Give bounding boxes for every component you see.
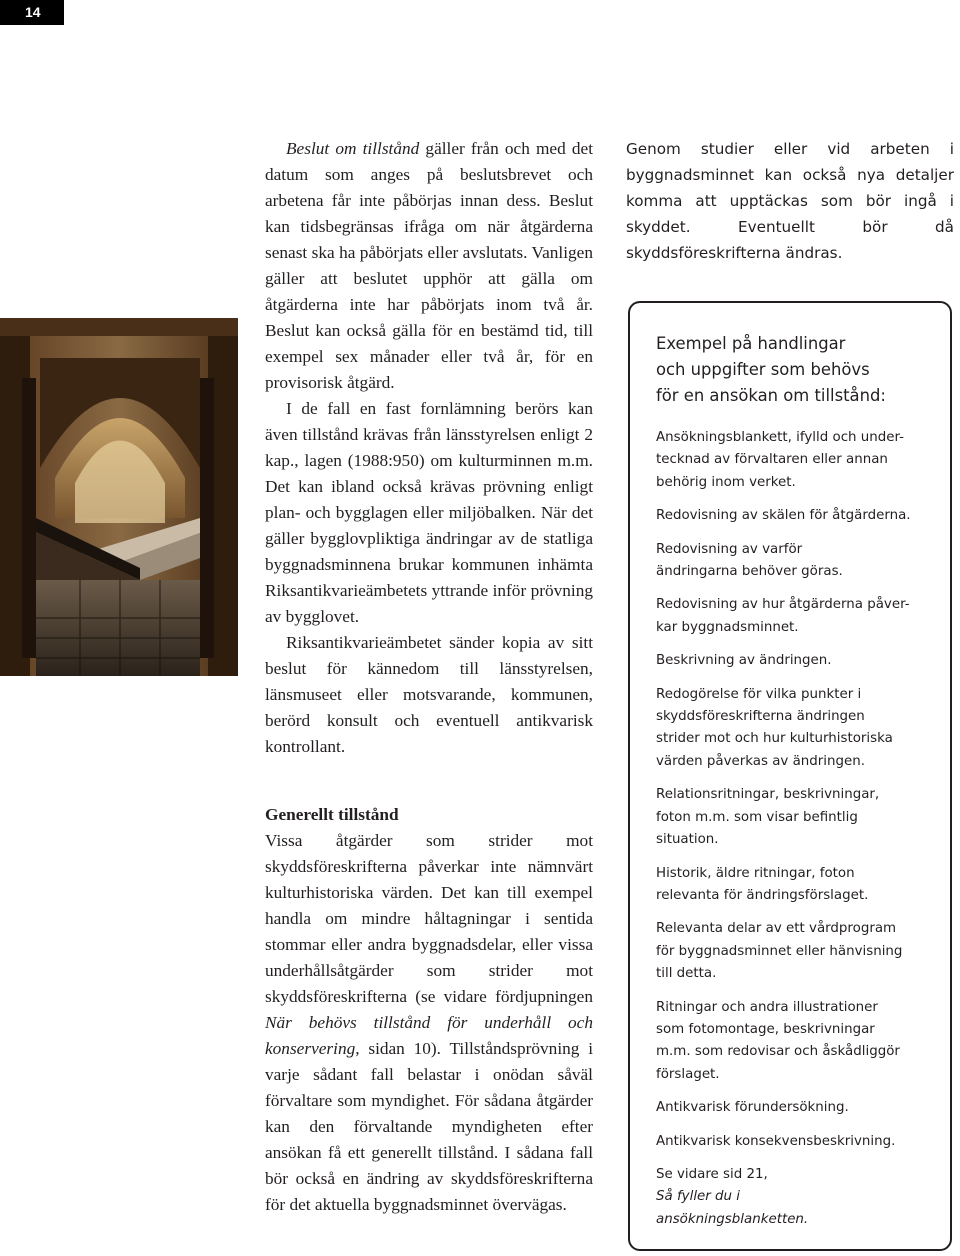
box-item-line: Redovisning av hur åtgärderna påver- xyxy=(656,597,910,613)
box-item-line: relevanta för ändringsförslaget. xyxy=(656,887,869,903)
box-item-line: Beskrivning av ändringen. xyxy=(656,653,832,669)
box-item-line: skyddsföreskrifterna ändringen xyxy=(656,709,865,725)
right-column xyxy=(626,136,954,266)
box-item-line: strider mot och hur kulturhistoriska xyxy=(656,731,893,747)
box-item-line: situation. xyxy=(656,832,719,848)
box-item-see-also xyxy=(656,1164,930,1231)
middle-column xyxy=(265,136,593,1218)
paragraph-new-details: Genom studier eller vid arbeten i byggnadsminnet kan också nya detaljer komma att upptäckas som bör ingå i skyddet. Eventuellt bör då skyddsföreskrifterna ändras. xyxy=(626,140,954,262)
example-documents-box xyxy=(628,301,952,1251)
box-item xyxy=(656,997,930,1087)
section-heading: Generellt tillstånd xyxy=(265,805,399,824)
box-item-line: tecknad av förvaltaren eller annan xyxy=(656,452,888,468)
box-item-line: Relationsritningar, beskrivningar, xyxy=(656,787,880,803)
box-item-line: till detta. xyxy=(656,966,717,982)
box-item-line: Redovisning av skälen för åtgärderna. xyxy=(656,508,911,524)
staircase-photo xyxy=(0,318,238,676)
box-item-line: förslaget. xyxy=(656,1066,720,1082)
box-item-line xyxy=(656,1209,930,1231)
box-item-line: som fotomontage, beskrivningar xyxy=(656,1021,875,1037)
box-item-line: ändringarna behöver göras. xyxy=(656,564,843,580)
box-item xyxy=(656,684,930,774)
box-item-line: Antikvarisk förundersökning. xyxy=(656,1100,849,1116)
box-item xyxy=(656,594,930,639)
box-item xyxy=(656,918,930,985)
box-item-line: Historik, äldre ritningar, foton xyxy=(656,865,855,881)
box-item xyxy=(656,863,930,908)
box-title-line: Exempel på handlingar xyxy=(656,334,846,353)
see-also-italic: ansökningsblanketten. xyxy=(656,1211,809,1227)
box-item xyxy=(656,650,930,672)
box-item-line: Ritningar och andra illustrationer xyxy=(656,999,878,1015)
box-item-line: Redogörelse för vilka punkter i xyxy=(656,686,862,702)
box-item-line: foton m.m. som visar befintlig xyxy=(656,809,858,825)
box-title xyxy=(656,331,930,409)
box-title-line: och uppgifter som behövs xyxy=(656,360,870,379)
box-item-line: kar byggnadsminnet. xyxy=(656,619,799,635)
paragraph-general-permit xyxy=(265,828,593,1218)
box-item-line: Relevanta delar av ett vårdprogram xyxy=(656,921,897,937)
paragraph-text: gäller från och med det datum som anges på beslutsbrevet och arbetena får inte påbörjas innan dess. Beslut kan tidsbegränsas ifråga om när åtgärderna senast ska ha påbörjats eller avslutats. Vanligen gäller att beslutet upphör att gälla om åtgärderna inte har påbörjats inom två år. Beslut kan också gälla för en bestämd tid, till exempel sex månader eller två år, för en provisorisk åtgärd. xyxy=(265,139,594,392)
paragraph-text: Vissa åtgärder som strider mot skyddsföreskrifterna påverkar inte nämnvärt kulturhistoriska värden. Det kan till exempel handla om mindre håltagningar i sentida stommar eller andra byggnadsdelar, eller vissa underhållsåtgärder som strider mot skyddsföreskrifterna (se vidare fördjupningen xyxy=(265,831,593,1006)
box-item-line: Antikvarisk konsekvensbeskrivning. xyxy=(656,1133,896,1149)
box-item xyxy=(656,505,930,527)
paragraph-text: sidan 10). Tillståndsprövning i varje sådant fall belastar i onödan såväl förvaltare som myndighet. För sådana åtgärder kan den förvaltande myndigheten efter ansökan få ett generellt tillstånd. I sådana fall bör också en ändring av skyddsföreskrifterna för det aktuella byggnadsminnet övervägas. xyxy=(265,1039,593,1214)
page-number: 14 xyxy=(0,0,64,25)
box-item-line: för byggnadsminnet eller hänvisning xyxy=(656,943,903,959)
paragraph-decision-validity xyxy=(265,136,593,396)
paragraph-lead-italic: Beslut om tillstånd xyxy=(286,139,420,158)
box-item-list xyxy=(656,427,930,1153)
box-item-line: behörig inom verket. xyxy=(656,474,796,490)
box-item xyxy=(656,427,930,494)
box-item-line: Ansökningsblankett, ifylld och under- xyxy=(656,430,904,445)
box-title-line: för en ansökan om tillstånd: xyxy=(656,386,886,405)
box-item xyxy=(656,539,930,584)
box-item xyxy=(656,1131,930,1153)
box-item-line: Redovisning av varför xyxy=(656,541,803,557)
paragraph-copy-of-decision: Riksantikvarieämbetet sänder kopia av sitt beslut för kännedom till länsstyrelsen, länsmuseet eller motsvarande, kommunen, berörd konsult och eventuell antikvarisk kontrollant. xyxy=(265,633,593,756)
staircase-photo-illustration xyxy=(0,318,238,676)
paragraph-ancient-monument: I de fall en fast fornlämning berörs kan även tillstånd krävas från länsstyrelsen enligt 2 kap., lagen (1988:950) om kulturminnen m.m. Det kan ibland också krävas prövning enligt plan- och bygglagen eller miljöbalken. När det gäller bygglovpliktiga ändringar av de statliga byggnadsminnena brukar kommunen inhämta Riksantikvarieämbetets yttrande inför prövning av bygglovet. xyxy=(265,399,593,626)
box-item xyxy=(656,784,930,851)
see-also-italic: Så fyller du i xyxy=(656,1189,741,1205)
box-item-line xyxy=(656,1164,930,1209)
box-item-line: m.m. som redovisar och åskådliggör xyxy=(656,1044,900,1060)
paragraph-italic-reference: När behövs tillstånd för underhåll och konservering, xyxy=(265,1013,593,1058)
see-also-prefix: Se vidare sid 21, xyxy=(656,1166,768,1182)
box-item xyxy=(656,1097,930,1119)
box-item-line: värden påverkas av ändringen. xyxy=(656,753,865,769)
